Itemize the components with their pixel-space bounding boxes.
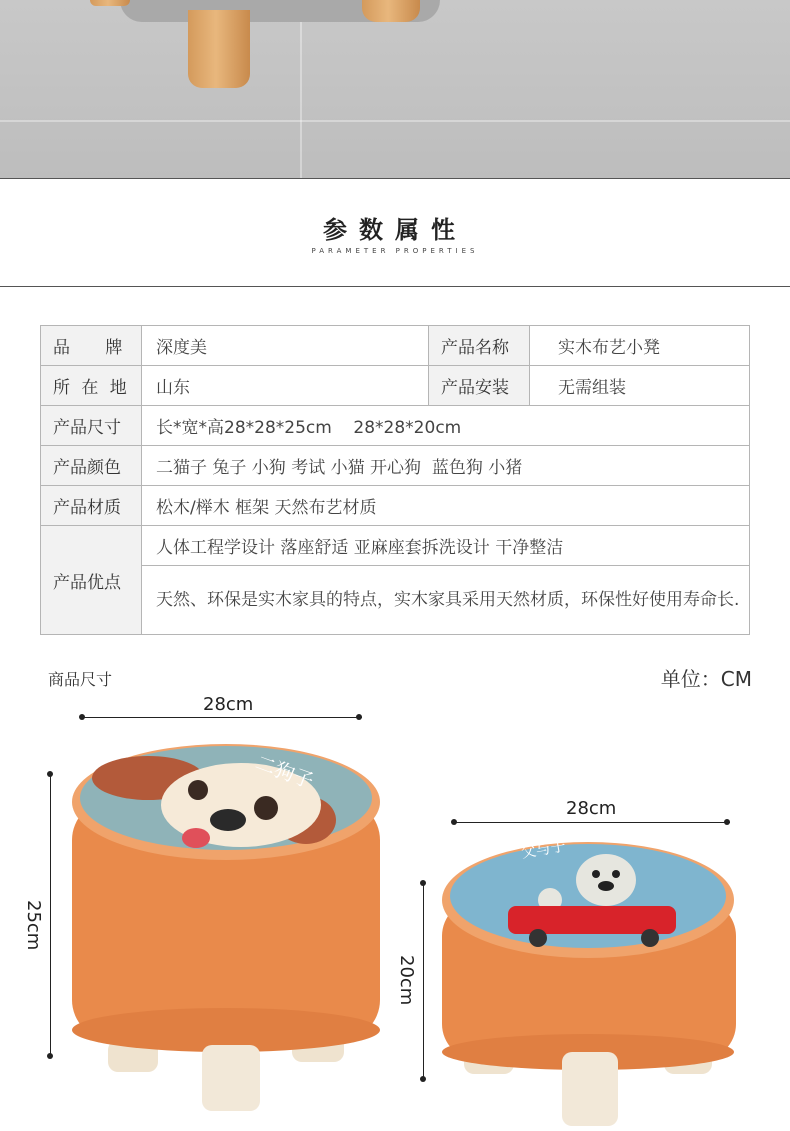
origin-value: 山东 xyxy=(142,366,429,406)
dog-nose xyxy=(598,881,614,891)
product-photo-top xyxy=(0,0,790,178)
right-height-label: 20cm xyxy=(396,955,417,1006)
name-value: 实木布艺小凳 xyxy=(530,326,750,366)
dimension-endpoint xyxy=(47,1053,53,1059)
right-width-label: 28cm xyxy=(566,798,617,819)
origin-label: 所 在 地 xyxy=(41,366,142,406)
left-width-label: 28cm xyxy=(203,694,254,715)
size-label: 产品尺寸 xyxy=(41,406,142,446)
dimension-endpoint xyxy=(420,1076,426,1082)
dimension-endpoint xyxy=(420,880,426,886)
left-width-line xyxy=(82,717,362,718)
floor-tile-line xyxy=(300,0,302,178)
dimension-section-label: 商品尺寸 xyxy=(48,670,113,689)
spec-table xyxy=(40,325,750,635)
material-label: 产品材质 xyxy=(41,486,142,526)
table-row xyxy=(41,486,750,526)
unit-label: 单位：CM xyxy=(660,667,752,691)
section-subtitle: PARAMETER PROPERTIES xyxy=(311,247,479,255)
table-row xyxy=(41,366,750,406)
dimension-endpoint xyxy=(724,819,730,825)
stool-image-dog xyxy=(66,740,386,1120)
left-seat-text: 二狗子 xyxy=(252,750,317,794)
section-title: 参数属性 xyxy=(323,216,467,244)
right-height-line xyxy=(423,883,424,1081)
dog-nose xyxy=(210,809,246,831)
car-wheel xyxy=(529,929,547,947)
table-row xyxy=(41,406,750,446)
right-seat-text: 父与子 xyxy=(519,836,568,862)
advantage-line-1: 人体工程学设计 落座舒适 亚麻座套拆洗设计 干净整洁 xyxy=(142,526,750,566)
size-value: 长*宽*高28*28*25cm 28*28*20cm xyxy=(142,406,750,446)
stool-leg xyxy=(362,0,420,22)
advantage-line-2: 天然、环保是实木家具的特点，实木家具采用天然材质，环保性好使用寿命长. xyxy=(142,566,750,635)
dog-eye xyxy=(592,870,600,878)
name-label: 产品名称 xyxy=(429,326,530,366)
stool-leg xyxy=(562,1052,618,1126)
brand-label: 品 牌 xyxy=(41,326,142,366)
stool-leg xyxy=(188,10,250,88)
material-value: 松木/榉木 框架 天然布艺材质 xyxy=(142,486,750,526)
color-value: 二猫子 兔子 小狗 考试 小猫 开心狗 蓝色狗 小猪 xyxy=(142,446,750,486)
dimension-endpoint xyxy=(79,714,85,720)
table-row xyxy=(41,446,750,486)
dog-eye xyxy=(254,796,278,820)
stool-leg xyxy=(90,0,130,6)
left-height-label: 25cm xyxy=(23,900,44,951)
dimension-endpoint xyxy=(47,771,53,777)
dog-eye xyxy=(188,780,208,800)
dimension-endpoint xyxy=(451,819,457,825)
table-row xyxy=(41,526,750,566)
stool-leg xyxy=(202,1045,260,1111)
color-label: 产品颜色 xyxy=(41,446,142,486)
divider xyxy=(0,286,790,287)
dog-eye xyxy=(612,870,620,878)
table-row xyxy=(41,566,750,635)
divider xyxy=(0,178,790,179)
install-label: 产品安装 xyxy=(429,366,530,406)
dimension-endpoint xyxy=(356,714,362,720)
advantage-label: 产品优点 xyxy=(41,526,142,635)
brand-value: 深度美 xyxy=(142,326,429,366)
car-wheel xyxy=(641,929,659,947)
left-height-line xyxy=(50,774,51,1058)
right-width-line xyxy=(454,822,730,823)
install-value: 无需组装 xyxy=(530,366,750,406)
table-row xyxy=(41,326,750,366)
stool-image-car xyxy=(438,830,748,1130)
dog-head xyxy=(576,854,636,906)
floor-tile-line xyxy=(0,120,790,122)
dog-tongue xyxy=(182,828,210,848)
